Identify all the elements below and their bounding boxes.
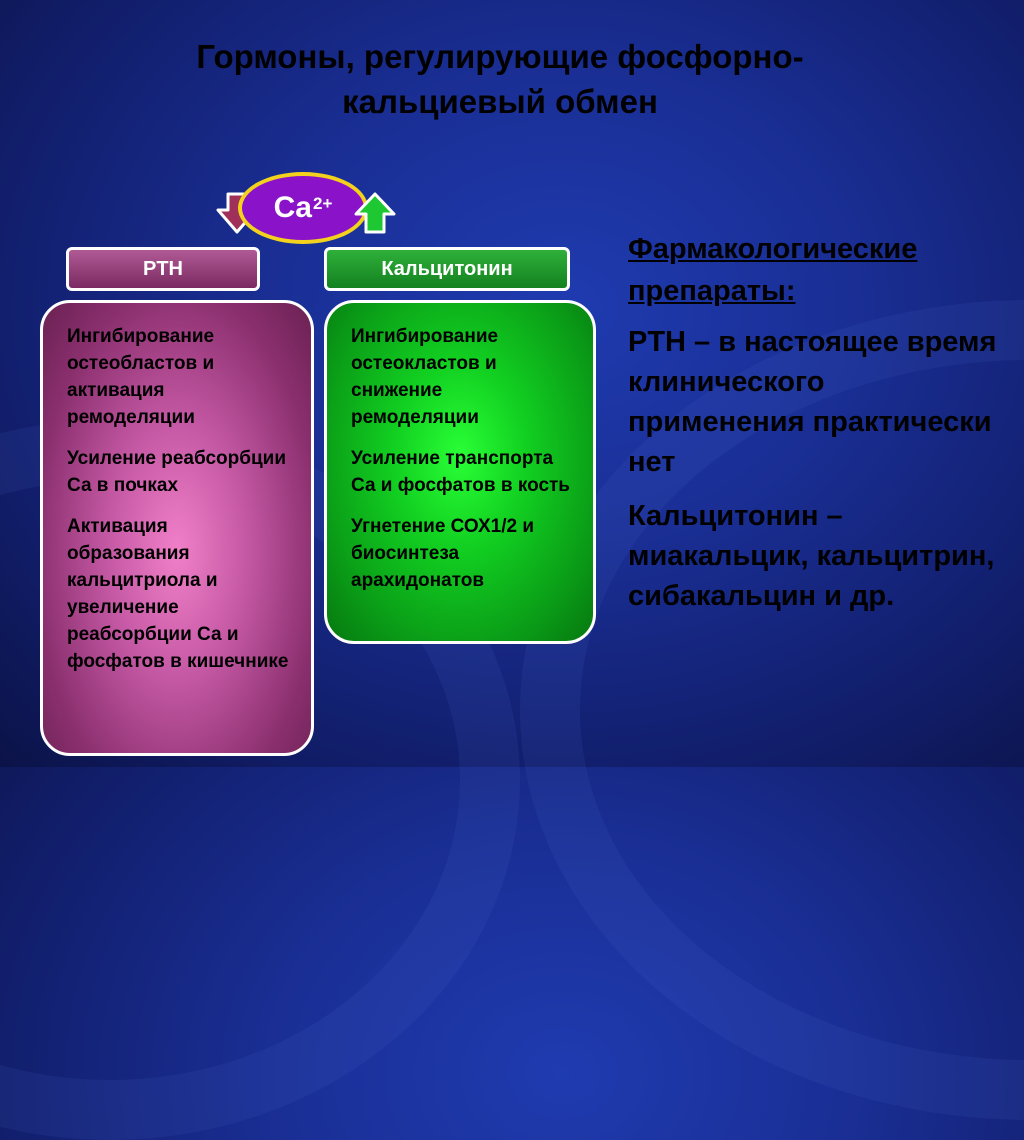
calcium-charge: 2+ [312,194,333,213]
pharmacology-section [628,228,1008,630]
pharmacology-heading: Фармакологические препараты: [628,233,918,307]
pth-effect-item: Усиление реабсорбции Са в почках [67,448,287,496]
calcium-symbol: Ca [273,191,312,224]
pth-effect-item: Ингибирование остеобластов и активация ремоделяции [67,326,215,428]
calcitonin-effect-item: Усиление транспорта Са и фосфатов в кость [351,448,570,496]
pth-label: PTH [143,257,183,280]
calcitonin-effects-panel [324,300,596,644]
pth-effects-panel [40,300,314,756]
title-line-2: кальциевый обмен [342,83,658,120]
slide-title [60,34,940,124]
pharmacology-pth-text: PTH – в настоящее время клинического применения практически нет [628,326,997,478]
calcitonin-effect-item: Ингибирование остеокластов и снижение ремоделяции [351,326,499,428]
arrow-up-icon [354,192,396,234]
calcitonin-label: Кальцитонин [381,257,513,280]
calcitonin-effect-item: Угнетение СОХ1/2 и биосинтеза арахидонатов [351,516,535,591]
calcium-ion-badge [238,172,368,244]
calcitonin-header [324,247,570,291]
pth-effect-item: Активация образования кальцитриола и увеличение реабсорбции Са и фосфатов в кишечнике [67,516,289,672]
title-line-1: Гормоны, регулирующие фосфорно- [196,38,804,75]
pth-header [66,247,260,291]
pharmacology-calcitonin-text: Кальцитонин – миакальцик, кальцитрин, сибакальцин и др. [628,500,995,612]
